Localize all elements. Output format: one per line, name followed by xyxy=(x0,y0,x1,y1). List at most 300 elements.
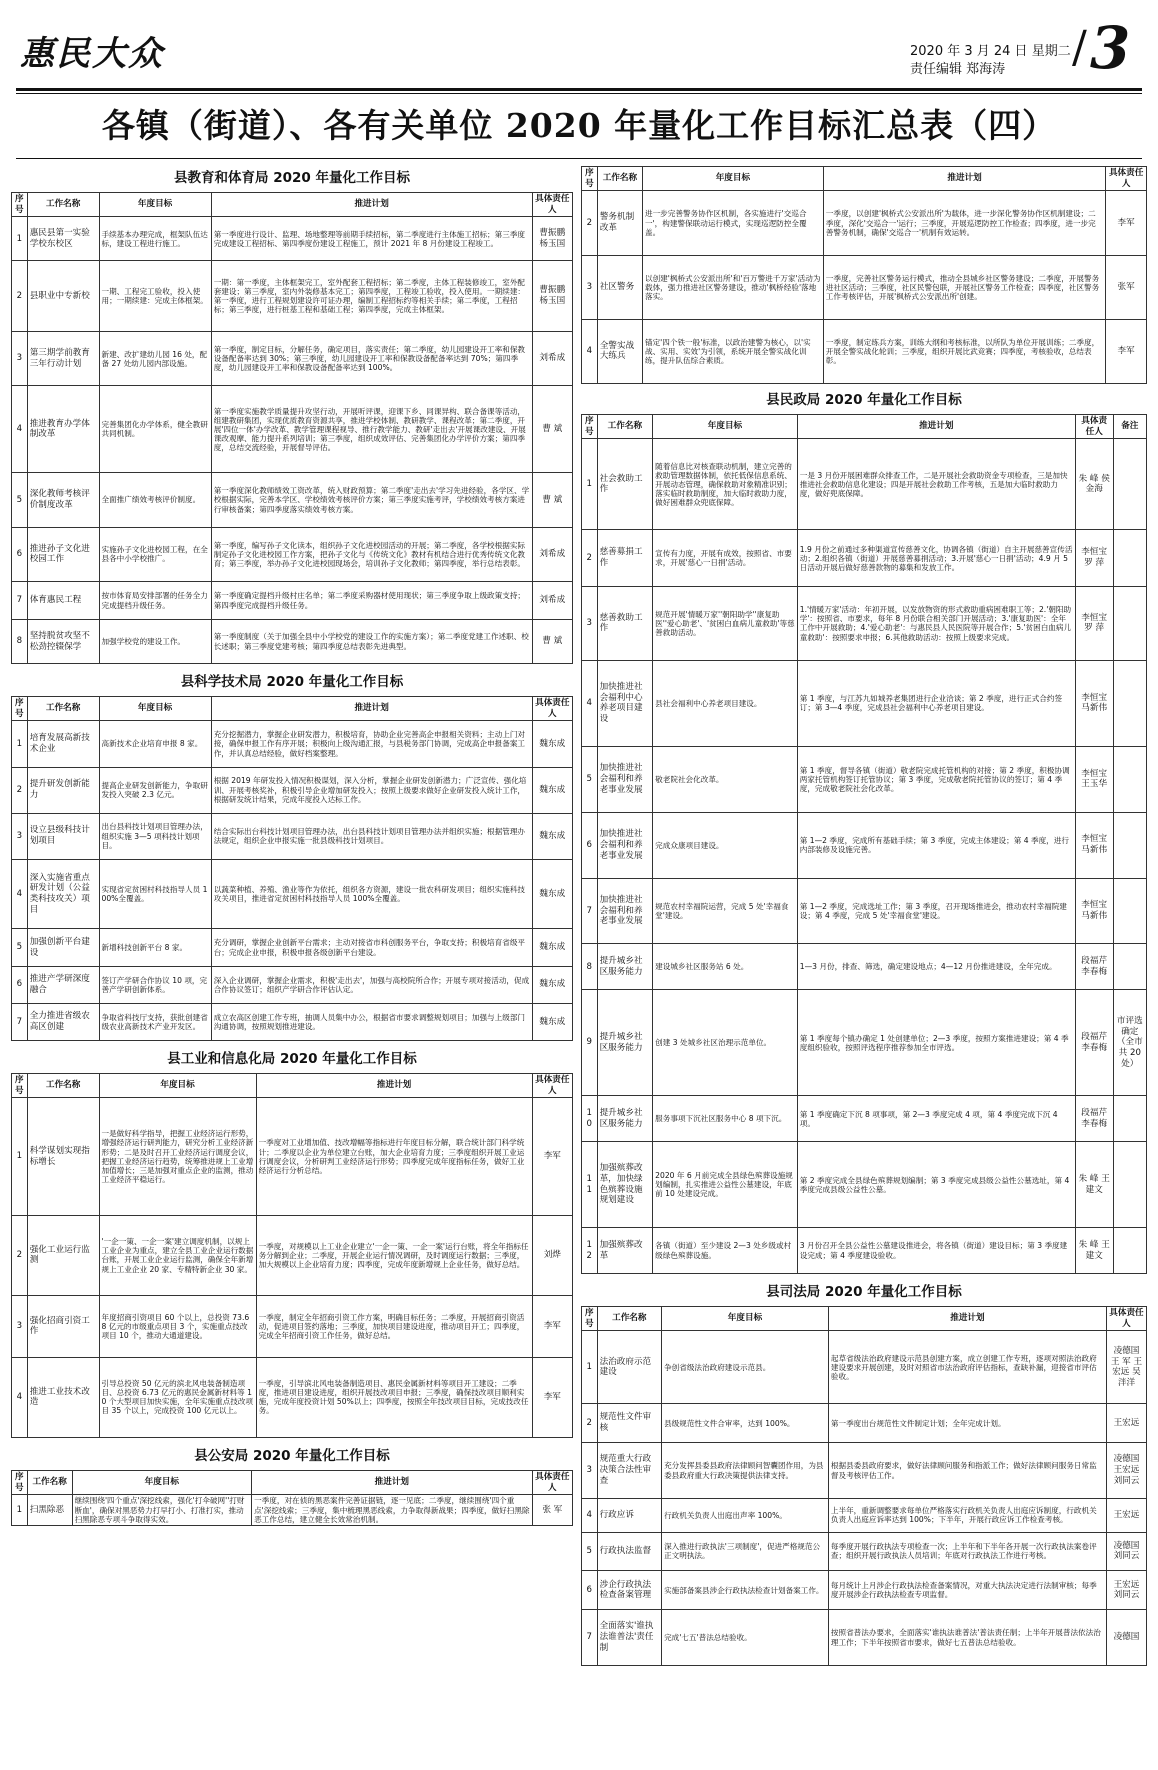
cell-name: 体育惠民工程 xyxy=(27,582,99,620)
cell-no: 4 xyxy=(582,319,598,383)
col-seq: 序号 xyxy=(12,697,28,721)
cell-name: 慈善救助工作 xyxy=(597,587,653,661)
table-header-row xyxy=(582,415,1147,439)
cell-owner: 李恒宝 马新伟 xyxy=(1075,878,1113,944)
cell-plan: 第一季度深化教师绩效工资改革，统入财政预算；第二季度'走出去'学习先进经验，各学区、学校根据实际，完善本学区、学校绩效考核评价方案；第三季度实施考评，学校绩效考核方案进行审核备案；第四季度落实绩效考核方案。 xyxy=(211,473,532,527)
cell-no: 1 xyxy=(12,1098,28,1215)
cell-name: 社会救助工作 xyxy=(597,439,653,530)
cell-plan: 第 1 季度确定下沉 8 项事项，第 2—3 季度完成 4 项，第 4 季度完成下沉 4 项。 xyxy=(797,1096,1075,1142)
cell-note xyxy=(1113,1096,1146,1142)
col-goal: 年度目标 xyxy=(72,1471,252,1495)
cell-goal: 继续围绕'四个重点'深挖线索，强化'打伞破网''打财断血'，确保对黑恶势力打早打小、打准打实，推动扫黑除恶专项斗争取得实效。 xyxy=(72,1495,252,1525)
col-owner: 具体责任人 xyxy=(532,697,572,721)
table-header-row xyxy=(12,1471,573,1495)
table-row xyxy=(582,812,1147,878)
cell-no: 3 xyxy=(12,332,28,386)
col-goal: 年度目标 xyxy=(99,697,211,721)
cell-goal: 完成'七五'普法总结验收。 xyxy=(662,1610,829,1666)
col-goal: 年度目标 xyxy=(662,1307,829,1331)
table-row xyxy=(12,473,573,527)
table-row xyxy=(582,660,1147,746)
cell-no: 1 xyxy=(582,1331,598,1404)
cell-no: 7 xyxy=(12,1003,28,1040)
right-column xyxy=(581,166,1147,1666)
cell-plan: 一季度，对规模以上工业企业建立'一企一策、一企一案'运行台账，将全年指标任务分解到企业；二季度，开展企业运行情况调研，及时调度运行数据；三季度，加大规模以上企业培育力度；四季度，完成年度新增规上企业任务，做好总结。 xyxy=(256,1215,532,1295)
cell-owner: 张 军 xyxy=(532,1495,572,1525)
issue-date: 2020 年 3 月 24 日 星期二 xyxy=(910,44,1071,59)
cell-name: 设立县级科技计划项目 xyxy=(27,813,99,859)
col-seq: 序号 xyxy=(12,1471,28,1495)
cell-owner: 朱 峰 侯金海 xyxy=(1075,439,1113,530)
col-name: 工作名称 xyxy=(597,415,653,439)
cell-goal: 按市体育局安排部署的任务全力完成提档升级任务。 xyxy=(99,582,211,620)
col-plan: 推进计划 xyxy=(211,697,532,721)
cell-note xyxy=(1113,660,1146,746)
table-row xyxy=(12,620,573,664)
cell-no: 4 xyxy=(582,660,598,746)
cell-no: 3 xyxy=(12,1296,28,1358)
cell-name: 加快推进社会福利中心养老项目建设 xyxy=(597,660,653,746)
cell-note xyxy=(1113,944,1146,990)
cell-owner: 李军 xyxy=(532,1357,572,1437)
cell-no: 3 xyxy=(582,587,598,661)
cell-goal: 创建 3 处城乡社区治理示范单位。 xyxy=(653,990,798,1096)
cell-name: 慈善募捐工作 xyxy=(597,530,653,587)
cell-name: 全面落实'谁执法谁普法'责任制 xyxy=(597,1610,662,1666)
cell-name: 全警实战大练兵 xyxy=(597,319,642,383)
cell-owner: 魏东成 xyxy=(532,966,572,1003)
cell-goal: 一是做好科学指导，把握工业经济运行形势，增强经济运行研判能力，研究分析工业经济新形势；二是及时召开工业经济运行调度会议，把握工业经济运行趋势，统筹推进规上工业增加值增长；三是加强对重点企业的监测，推动工业经济平稳运行。 xyxy=(99,1098,256,1215)
cell-goal: 年度招商引资项目 60 个以上，总投资 73.68 亿元的市级重点项目 3 个，实施重点技改项目 10 个，推动大通道建设。 xyxy=(99,1296,256,1358)
table-row xyxy=(12,332,573,386)
justice-section-title: 县司法局 2020 年量化工作目标 xyxy=(766,1284,962,1300)
cell-plan: 根据 2019 年研发投入情况积极谋划，深入分析，掌握企业研发创新潜力；广泛宣传、强化培训、开展考核奖补，积极引导企业增加研发投入；按照上级要求做好企业研发投入统计工作，根据研发统计结果，完成年度投入达标工作。 xyxy=(211,767,532,813)
table-row xyxy=(582,1142,1147,1228)
cell-goal: 锚定'四个铁一般'标准，以政治建警为核心，以'实战、实用、实效'为引领，系统开展全警实战化训练，提升队伍综合素质。 xyxy=(643,319,824,383)
col-plan: 推进计划 xyxy=(828,1307,1106,1331)
cell-plan: 充分挖掘潜力，掌握企业研发潜力，积极培育，协助企业完善高企申报相关资料；主动上门对接，确保申报工作有序开展；积极向上级沟通汇报，与县税务部门协调，完成高企申报备案工作，并认真总结经验，做好档案整理。 xyxy=(211,721,532,767)
cell-no: 4 xyxy=(12,859,28,929)
col-name: 工作名称 xyxy=(597,1307,662,1331)
cell-goal: 规范农村幸福院运营，完成 5 处'幸福食堂'建设。 xyxy=(653,878,798,944)
cell-goal: 一期、工程完工验收，投入使用；一期续建：完成主体框架。 xyxy=(99,261,211,332)
cell-no: 8 xyxy=(582,944,598,990)
col-owner: 具体责任人 xyxy=(532,193,572,217)
cell-name: 提升城乡社区服务能力 xyxy=(597,1096,653,1142)
cell-name: 涉企行政执法检查备案管理 xyxy=(597,1571,662,1610)
cell-name: 加快推进社会福利和养老事业发展 xyxy=(597,812,653,878)
cell-name: 规范性文件审核 xyxy=(597,1404,662,1443)
cell-plan: 一季度，以创建'枫桥式公安派出所'为载体，进一步深化警务协作区机制建设；二季度，深化'交巡合一'运行；三季度，开展巡逻防控工作检查；四季度，进一步完善警务机制，确保'交巡合一'机制有效运转。 xyxy=(823,191,1106,255)
newspaper-logo: 惠民大众 xyxy=(20,34,164,74)
table-row xyxy=(12,261,573,332)
cell-no: 11 xyxy=(582,1142,598,1228)
table-row xyxy=(12,929,573,966)
cell-plan: 起草省级法治政府建设示范县创建方案，成立创建工作专班，逐项对照法治政府建设要求开展创建，及时对照省市法治政府评估指标，查缺补漏，迎接省市评估验收。 xyxy=(828,1331,1106,1404)
cell-no: 5 xyxy=(12,929,28,966)
table-row xyxy=(582,1610,1147,1666)
col-goal: 年度目标 xyxy=(99,1074,256,1098)
col-seq: 序号 xyxy=(582,1307,598,1331)
cell-name: 深入实施省重点研发计划（公益类科技攻关）项目 xyxy=(27,859,99,929)
col-name: 工作名称 xyxy=(27,697,99,721)
science-section-title: 县科学技术局 2020 年量化工作目标 xyxy=(180,674,404,690)
cell-plan: 一季度，对在侦的黑恶案件完善证据链，逐一见底；二季度，继续围绕'四个重点'深挖线索；三季度，集中梳理黑恶线索，力争取得新战果；四季度，做好扫黑除恶工作总结，建立健全长效常治机制。 xyxy=(252,1495,533,1525)
cell-owner: 王宏远 刘同云 xyxy=(1106,1571,1146,1610)
table-row xyxy=(12,582,573,620)
cell-name: 深化教师考核评价制度改革 xyxy=(27,473,99,527)
col-owner: 具体责任人 xyxy=(1106,1307,1146,1331)
table-row xyxy=(582,319,1147,383)
table-row xyxy=(12,1357,573,1437)
cell-owner: 李恒宝 马新伟 xyxy=(1075,660,1113,746)
cell-name: 强化工业运行监测 xyxy=(27,1215,99,1295)
cell-plan: 根据县委县政府要求，做好法律顾问服务和指派工作；做好法律顾问服务日常监督及考核评估工作。 xyxy=(828,1443,1106,1499)
cell-owner: 朱 峰 王建文 xyxy=(1075,1142,1113,1228)
cell-owner: 曹振鹏 杨玉国 xyxy=(532,261,572,332)
table-row xyxy=(12,966,573,1003)
cell-owner: 朱 峰 王建文 xyxy=(1075,1228,1113,1274)
table-row xyxy=(12,527,573,581)
table-row xyxy=(12,1098,573,1215)
table-row xyxy=(12,813,573,859)
cell-name: 坚持脱贫攻坚不松劲控辍保学 xyxy=(27,620,99,664)
cell-plan: 第一季度，编写孙子文化读本，组织孙子文化进校园活动的开展；第二季度，各学校根据实际制定孙子文化进校园工作方案，把孙子文化与《传统文化》教材有机结合进行优秀传统文化教育；第三季度，举办孙子文化进校园现场会，培训孙子文化教师；第四季度，举行总结表彰。 xyxy=(211,527,532,581)
cell-goal: 以创建'枫桥式公安派出所'和'百万警进千万家'活动为载体，强力推进社区警务建设，推动'枫桥经验'落地落实。 xyxy=(643,255,824,319)
table-row xyxy=(12,1215,573,1295)
cell-goal: 县社会福利中心养老项目建设。 xyxy=(653,660,798,746)
table-row xyxy=(12,1296,573,1358)
cell-goal: 完成众康项目建设。 xyxy=(653,812,798,878)
cell-owner: 凌德国 xyxy=(1106,1610,1146,1666)
cell-goal: 2020 年 6 月前完成全县绿色殡葬设施规划编制，扎实推进公益性公墓建设，年底前 10 处建设完成。 xyxy=(653,1142,798,1228)
table-row xyxy=(582,1404,1147,1443)
cell-owner: 刘希成 xyxy=(532,582,572,620)
cell-plan: 成立农高区创建工作专班，抽调人员集中办公，根据省市要求调整规划项目；加强与上级部门沟通协调，按照规划推进建设。 xyxy=(211,1003,532,1040)
cell-goal: 进一步完善警务协作区机制，各实施进行'交巡合一'，构建警保联动运行模式，实现巡逻防控全覆盖。 xyxy=(643,191,824,255)
cell-owner: 王宏远 xyxy=(1106,1498,1146,1532)
cell-plan: 一季度，制定练兵方案，训练大纲和考核标准，以所队为单位开展训练；二季度，开展全警实战化轮训；三季度，组织开展比武竞赛；四季度，考核验收，总结表彰。 xyxy=(823,319,1106,383)
cell-name: 社区警务 xyxy=(597,255,642,319)
cell-no: 1 xyxy=(582,439,598,530)
table-row xyxy=(582,1096,1147,1142)
cell-goal: 县级规范性文件合审率，达到 100%。 xyxy=(662,1404,829,1443)
cell-no: 3 xyxy=(12,813,28,859)
cell-note xyxy=(1113,587,1146,661)
cell-name: 第三期学前教育三年行动计划 xyxy=(27,332,99,386)
cell-owner: 刘希成 xyxy=(532,332,572,386)
cell-plan: 第 2 季度完成全县绿色殡葬规划编制；第 3 季度完成县级公益性公墓选址，第 4 季度完成县级公益性公墓。 xyxy=(797,1142,1075,1228)
cell-no: 3 xyxy=(582,1443,598,1499)
police-table-right xyxy=(581,166,1147,384)
cell-owner: 李军 xyxy=(532,1098,572,1215)
col-plan: 推进计划 xyxy=(797,415,1075,439)
cell-name: 推进产学研深度融合 xyxy=(27,966,99,1003)
cell-plan: 第一季度出台规范性文件制定计划；全年完成计划。 xyxy=(828,1404,1106,1443)
cell-name: 提升城乡社区服务能力 xyxy=(597,990,653,1096)
table-row xyxy=(582,191,1147,255)
cell-owner: 魏东成 xyxy=(532,929,572,966)
cell-owner: 李军 xyxy=(1106,191,1147,255)
cell-name: 行政应诉 xyxy=(597,1498,662,1532)
cell-name: 全力推进省级农高区创建 xyxy=(27,1003,99,1040)
cell-goal: 实现省定贫困村科技指导人员 100%全覆盖。 xyxy=(99,859,211,929)
cell-owner: 李军 xyxy=(532,1296,572,1358)
cell-owner: 段福芹 李春梅 xyxy=(1075,990,1113,1096)
cell-plan: 1—3 月份，排查、筛选，确定建设地点；4—12 月份推进建设，全年完成。 xyxy=(797,944,1075,990)
cell-owner: 李恒宝 王玉华 xyxy=(1075,746,1113,812)
cell-no: 6 xyxy=(12,527,28,581)
cell-goal: 争创省级法治政府建设示范县。 xyxy=(662,1331,829,1404)
table-row xyxy=(12,1003,573,1040)
col-owner: 具体责任人 xyxy=(1075,415,1113,439)
cell-name: 行政执法监督 xyxy=(597,1532,662,1571)
cell-plan: 第 1 季度每个镇办确定 1 处创建单位；2—3 季度，按照方案推进建设；第 4 季度组织验收，按照评选程序推荐参加全市评选。 xyxy=(797,990,1075,1096)
table-row xyxy=(582,1331,1147,1404)
cell-no: 2 xyxy=(582,530,598,587)
col-plan: 推进计划 xyxy=(252,1471,533,1495)
cell-goal: 实施部备案县涉企行政执法检查计划备案工作。 xyxy=(662,1571,829,1610)
page-number: 3 xyxy=(1090,14,1131,82)
table-row xyxy=(12,721,573,767)
cell-plan: 一是 3 月份开展困难群众排查工作，二是开展社会救助资金专项检查，三是加快推进社会救助信息化建设；四是开展社会救助工作考核，五是加大临时救助力度，做好兜底保障。 xyxy=(797,439,1075,530)
table-row xyxy=(582,990,1147,1096)
table-row xyxy=(582,255,1147,319)
cell-goal: 宣传有力度，开展有成效，按照省、市要求，开展'慈心一日捐'活动。 xyxy=(653,530,798,587)
col-seq: 序号 xyxy=(12,1074,28,1098)
cell-plan: 一季度对工业增加值、技改增幅等指标进行年度目标分解，联合统计部门科学统计；二季度以企业为单位建立台账，加大企业培育力度；三季度组织开展工业运行调度会议，分析研判工业经济运行形势；四季度完成年度指标任务，做好工业经济运行分析总结。 xyxy=(256,1098,532,1215)
cell-goal: 完善集团化办学体系，健全教研共同机制。 xyxy=(99,386,211,473)
table-row xyxy=(12,767,573,813)
cell-goal: 签订产学研合作协议 10 项，完善产学研创新体系。 xyxy=(99,966,211,1003)
cell-owner: 王宏远 xyxy=(1106,1404,1146,1443)
cell-goal: 高新技术企业培育申报 8 家。 xyxy=(99,721,211,767)
left-column xyxy=(11,166,573,1526)
cell-plan: 第 1—2 季度，完成所有基础手续；第 3 季度，完成主体建设；第 4 季度，进行内部装修及设施完善。 xyxy=(797,812,1075,878)
responsible-editor: 责任编辑 郑海涛 xyxy=(910,62,1006,77)
cell-plan: 每季度开展行政执法专项检查一次；上半年和下半年各开展一次行政执法案卷评查；组织开展行政执法人员培训；年底对行政执法工作进行考核。 xyxy=(828,1532,1106,1571)
table-header-row xyxy=(582,167,1147,191)
cell-name: 警务机制改革 xyxy=(597,191,642,255)
civil-table xyxy=(581,414,1147,1274)
cell-plan: 3 月份召开全县公益性公墓建设推进会，将各镇（街道）建设目标；第 3 季度建设完成；第 4 季度建设验收。 xyxy=(797,1228,1075,1274)
table-row xyxy=(12,859,573,929)
cell-plan: 第 1 季度，与江苏九如城养老集团进行企业洽谈；第 2 季度，进行正式合约签订；第 3—4 季度，完成县社会福利中心养老项目建设。 xyxy=(797,660,1075,746)
col-note: 备注 xyxy=(1113,415,1146,439)
col-owner: 具体责任人 xyxy=(532,1471,572,1495)
cell-plan: 充分调研，掌握企业创新平台需求；主动对接省市科创服务平台，争取支持；积极培育省级平台；完成企业申报，积极申报各级创新平台建设。 xyxy=(211,929,532,966)
table-row xyxy=(12,217,573,261)
cell-goal: 新建、改扩建幼儿园 16 处，配备 27 处幼儿园内部设施。 xyxy=(99,332,211,386)
cell-plan: 一期：第一季度，主体框架完工，室外配套工程招标；第二季度，主体工程装修竣工，室外配套建设；第三季度，室内外装修基本完工；第四季度，工程竣工验收，投入使用。一期续建：第一季度，进行工程规划建设许可证办理，编制工程招标约等相关手续；第二季度，工程招标；第三季度，进行桩基工程和基础工程；第四季度，完成主体框架。 xyxy=(211,261,532,332)
cell-owner: 魏东成 xyxy=(532,767,572,813)
cell-owner: 段福芹 李春梅 xyxy=(1075,944,1113,990)
cell-no: 2 xyxy=(12,261,28,332)
cell-owner: 凌德国 王宏远 刘同云 xyxy=(1106,1443,1146,1499)
cell-plan: 按照省普法办要求，全面落实'谁执法谁普法'普法责任制；上半年开展普法依法治理工作；下半年按照省市要求，做好七五普法总结验收。 xyxy=(828,1610,1106,1666)
cell-name: 加强创新平台建设 xyxy=(27,929,99,966)
table-row xyxy=(582,878,1147,944)
education-table xyxy=(11,192,573,664)
cell-name: 加快推进社会福利和养老事业发展 xyxy=(597,746,653,812)
cell-owner: 张军 xyxy=(1106,255,1147,319)
table-row xyxy=(582,1443,1147,1499)
cell-name: 推进教育办学体制改革 xyxy=(27,386,99,473)
cell-goal: 引导总投资 50 亿元的滨北风电装备制造项目、总投资 6.73 亿元的惠民金属新材料等 10 个大型项目加快实施，全年实施重点技改项目 35 个以上，完成投资 100 亿元以上。 xyxy=(99,1357,256,1437)
police-table-left xyxy=(11,1470,573,1526)
page-header xyxy=(0,0,1158,95)
cell-note xyxy=(1113,878,1146,944)
col-name: 工作名称 xyxy=(27,1471,72,1495)
cell-goal: 建设城乡社区服务站 6 处。 xyxy=(653,944,798,990)
cell-name: 规范重大行政决策合法性审查 xyxy=(597,1443,662,1499)
cell-plan: 深入企业调研，掌握企业需求，积极'走出去'，加强与高校院所合作；开展专项对接活动，促成合作协议签订；组织产学研合作评估认定。 xyxy=(211,966,532,1003)
col-owner: 具体责任人 xyxy=(1106,167,1147,191)
cell-plan: 上半年，重新调整要求每单位严格落实行政机关负责人出庭应诉制度，行政机关负责人出庭应诉率达到 100%；下半年，开展行政应诉工作检查考核。 xyxy=(828,1498,1106,1532)
cell-name: 推进孙子文化进校园工作 xyxy=(27,527,99,581)
cell-goal: 服务事项下沉社区服务中心 8 项下沉。 xyxy=(653,1096,798,1142)
cell-plan: 一季度，引导滨北风电装备制造项目、惠民金属新材料等项目开工建设；二季度，推进项目建设进度，组织开展技改项目申报；三季度，确保技改项目顺利实施，完成年度投资计划 50%以上；四季度，按照全年技改项目目标，完成技改任务。 xyxy=(256,1357,532,1437)
cell-no: 1 xyxy=(12,1495,28,1525)
page-title: 各镇（街道）、各有关单位 2020 年量化工作目标汇总表（四） xyxy=(101,106,1057,145)
cell-name: 县职业中专新校 xyxy=(27,261,99,332)
cell-owner: 刘希成 xyxy=(532,527,572,581)
cell-plan: 一季度，制定全年招商引资工作方案，明确目标任务；二季度，开展招商引资活动，促进项目签约落地；三季度，加快项目建设进度，推动项目开工；四季度，完成全年招商引资工作任务，做好总结。 xyxy=(256,1296,532,1358)
cell-name: 强化招商引资工作 xyxy=(27,1296,99,1358)
cell-name: 加强殡葬改革 xyxy=(597,1228,653,1274)
table-row xyxy=(582,1498,1147,1532)
table-row xyxy=(582,530,1147,587)
cell-goal: 手续基本办理完成，框架队伍达标，建设工程进行施工。 xyxy=(99,217,211,261)
cell-owner: 魏东成 xyxy=(532,813,572,859)
civil-section-title: 县民政局 2020 年量化工作目标 xyxy=(766,392,962,408)
col-plan: 推进计划 xyxy=(256,1074,532,1098)
table-row xyxy=(582,587,1147,661)
cell-goal: 随着信息比对核查联动机制，建立完善的救助管理数据体制，依托低保信息系统、开展动态管理，确保救助对象精准识别；落实临时救助制度，加大临时救助力度，做好困难群众兜底保障。 xyxy=(653,439,798,530)
cell-goal: 全面推广绩效考核评价制度。 xyxy=(99,473,211,527)
cell-plan: 第 1—2 季度，完成选址工作；第 3 季度，召开现场推进会，推动农村幸福院建设；第 4 季度，完成 5 处'幸福食堂'建设。 xyxy=(797,878,1075,944)
col-seq: 序号 xyxy=(582,167,598,191)
page-number-slash-icon: / xyxy=(1072,22,1087,73)
cell-name: 培育发展高新技术企业 xyxy=(27,721,99,767)
cell-goal: '一企一策、一企一案'建立调度机制，以规上工业企业为重点，建立全县工业企业运行数据台账，开展工业企业运行监测，确保全年新增规上工业企业 20 家、专精特新企业 30 家。 xyxy=(99,1215,256,1295)
title-rule xyxy=(16,158,1142,159)
cell-goal: 敬老院社会化改革。 xyxy=(653,746,798,812)
cell-no: 1 xyxy=(12,217,28,261)
cell-no: 6 xyxy=(582,812,598,878)
header-rule xyxy=(16,88,1142,91)
col-name: 工作名称 xyxy=(27,193,99,217)
cell-no: 2 xyxy=(12,1215,28,1295)
table-row xyxy=(582,1571,1147,1610)
cell-owner: 曹 斌 xyxy=(532,620,572,664)
cell-plan: 一季度，完善社区警务运行模式，推动全县城乡社区警务建设；二季度，开展警务进社区活动；三季度，社区民警包联，开展社区警务工作检查；四季度，社区警务工作考核评估，开展'枫桥式公安派出所'创建。 xyxy=(823,255,1106,319)
table-row xyxy=(12,386,573,473)
cell-goal: 新增科技创新平台 8 家。 xyxy=(99,929,211,966)
cell-no: 6 xyxy=(12,966,28,1003)
col-goal: 年度目标 xyxy=(99,193,211,217)
table-header-row xyxy=(12,1074,573,1098)
cell-no: 4 xyxy=(12,1357,28,1437)
cell-plan: 第一季度进行设计、监理、场地整理等前期手续招标，第二季度进行主体施工招标；第三季度完成建设工程招标、第四季度份建设工程施工，预计 2021 年 8 月份建设工程竣工。 xyxy=(211,217,532,261)
cell-no: 1 xyxy=(12,721,28,767)
cell-name: 提升城乡社区服务能力 xyxy=(597,944,653,990)
cell-note xyxy=(1113,812,1146,878)
table-header-row xyxy=(12,697,573,721)
col-seq: 序号 xyxy=(582,415,598,439)
cell-no: 8 xyxy=(12,620,28,664)
col-plan: 推进计划 xyxy=(823,167,1106,191)
cell-no: 5 xyxy=(582,746,598,812)
cell-no: 3 xyxy=(582,255,598,319)
cell-plan: 第 1 季度，督导各镇（街道）敬老院完成托管机构的对接；第 2 季度，积极协调两家托管机构签订托管协议；第 3 季度，完成敬老院托管协议的签订；第 4 季度，完成敬老院社会化改革。 xyxy=(797,746,1075,812)
cell-goal: 提高企业研发创新能力，争取研发投入突破 2.3 亿元。 xyxy=(99,767,211,813)
cell-owner: 曹 斌 xyxy=(532,386,572,473)
table-row xyxy=(582,746,1147,812)
cell-no: 2 xyxy=(12,767,28,813)
cell-note: 市评选确定（全市共 20 处） xyxy=(1113,990,1146,1096)
cell-plan: 结合实际出台科技计划项目管理办法，出台县科技计划项目管理办法并组织实施；根据管理办法规定，组织企业申报实施一批县级科技计划项目。 xyxy=(211,813,532,859)
cell-owner: 李恒宝 罗 萍 xyxy=(1075,587,1113,661)
cell-owner: 魏东成 xyxy=(532,1003,572,1040)
cell-no: 4 xyxy=(12,386,28,473)
cell-plan: 1.9 月份之前通过多种渠道宣传慈善文化，协调各镇（街道）自主开展慈善宣传活动；2.组织各镇（街道）开展慈善募捐活动；3.开展'慈心一日捐'活动；4.9 月 5 日活动开展后做好慈善款物的募集和发放工作。 xyxy=(797,530,1075,587)
cell-goal: 实施孙子文化进校园工程，在全县各中小学校推广。 xyxy=(99,527,211,581)
cell-owner: 李恒宝 罗 萍 xyxy=(1075,530,1113,587)
col-name: 工作名称 xyxy=(27,1074,99,1098)
header-rule-thin xyxy=(16,93,1142,94)
cell-name: 推进工业技术改造 xyxy=(27,1357,99,1437)
cell-no: 4 xyxy=(582,1498,598,1532)
education-section-title: 县教育和体育局 2020 年量化工作目标 xyxy=(174,170,410,186)
cell-name: 提升研发创新能力 xyxy=(27,767,99,813)
cell-goal: 争取省科技厅支持，获批创建省级农业高新技术产业开发区。 xyxy=(99,1003,211,1040)
cell-no: 9 xyxy=(582,990,598,1096)
cell-plan: 第一季度，制定目标，分解任务，确定项目，落实责任；第二季度，幼儿园建设开工率和保教设备配备率达到 30%；第三季度，幼儿园建设开工率和保教设备配备率达到 70%；第四季度，幼儿园建设开工率和保教设备配备率达到 100%。 xyxy=(211,332,532,386)
cell-no: 7 xyxy=(12,582,28,620)
cell-plan: 第一季度实施教学质量提升攻坚行动，开展听评课，迎课下乡、同课异构、联合备课等活动，组建教研集团，实现优质教育资源共享，推进学校体制、教研教学、课程改革；第二季度，开展'四位一体'办学改革、教学管理课程视导、推行教学能力、教研'走出去'开展课改建设、开展课改观摩、能力提升系列培训；第三季度，组织成效评估、完善集团化办学评价方案；第四季度，总结交流经验，开展督导评估。 xyxy=(211,386,532,473)
cell-owner: 李军 xyxy=(1106,319,1147,383)
table-row xyxy=(582,1228,1147,1274)
cell-owner: 曹 斌 xyxy=(532,473,572,527)
table-row xyxy=(582,1532,1147,1571)
justice-table xyxy=(581,1306,1147,1666)
col-goal: 年度目标 xyxy=(653,415,798,439)
cell-note xyxy=(1113,1142,1146,1228)
cell-owner: 凌德国 刘同云 xyxy=(1106,1532,1146,1571)
cell-goal: 充分发挥县委县政府法律顾问智囊团作用，为县委县政府重大行政决策提供法律支持。 xyxy=(662,1443,829,1499)
col-plan: 推进计划 xyxy=(211,193,532,217)
cell-owner: 魏东成 xyxy=(532,721,572,767)
col-goal: 年度目标 xyxy=(643,167,824,191)
cell-goal: 行政机关负责人出庭出声率 100%。 xyxy=(662,1498,829,1532)
cell-owner: 段福芹 李春梅 xyxy=(1075,1096,1113,1142)
cell-owner: 刘烨 xyxy=(532,1215,572,1295)
cell-note xyxy=(1113,746,1146,812)
cell-no: 10 xyxy=(582,1096,598,1142)
table-header-row xyxy=(12,193,573,217)
cell-note xyxy=(1113,439,1146,530)
cell-plan: 第一季度制度（关于加强全县中小学校党的建设工作的实施方案）；第二季度党建工作述职、校长述职；第三季度党建考核；第四季度总结表彰先进典型。 xyxy=(211,620,532,664)
cell-owner: 李恒宝 马新伟 xyxy=(1075,812,1113,878)
cell-goal: 各镇（街道）至少建设 2—3 处乡级或村级绿色殡葬设施。 xyxy=(653,1228,798,1274)
cell-plan: 每月统计上月涉企行政执法检查备案情况，对重大执法决定进行法制审核；每季度开展涉企行政执法检查专项监督。 xyxy=(828,1571,1106,1610)
table-row xyxy=(582,439,1147,530)
cell-name: 法治政府示范建设 xyxy=(597,1331,662,1404)
cell-no: 2 xyxy=(582,1404,598,1443)
cell-no: 5 xyxy=(582,1532,598,1571)
cell-name: 扫黑除恶 xyxy=(27,1495,72,1525)
